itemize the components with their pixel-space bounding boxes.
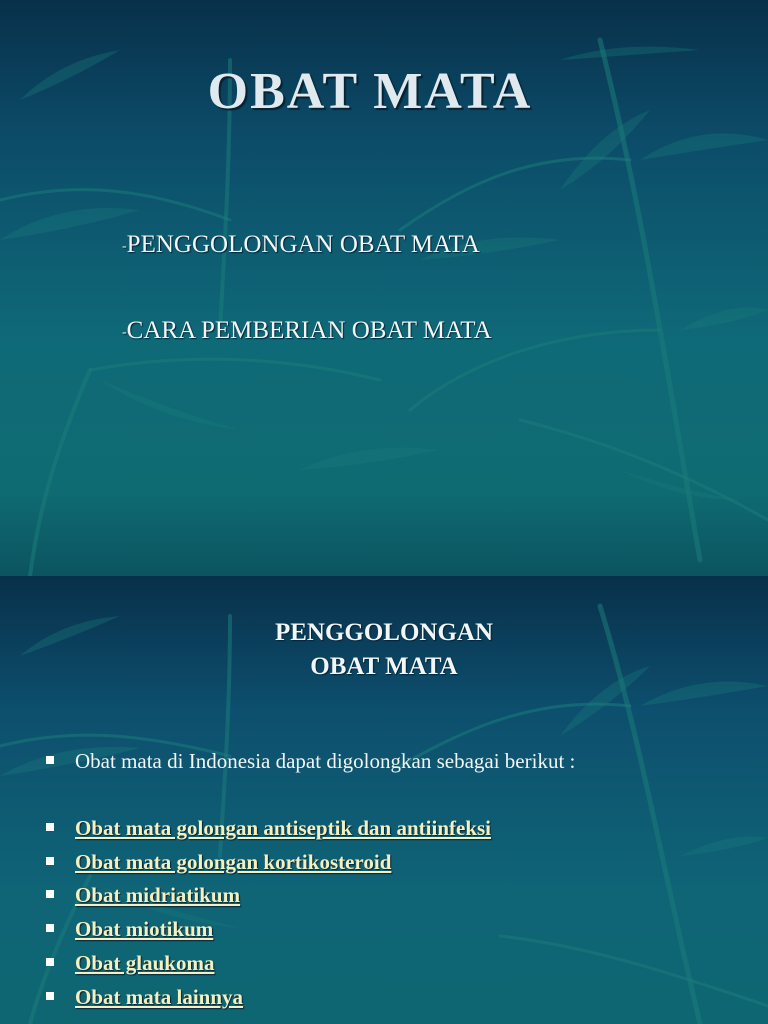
- heading-line-2: OBAT MATA: [310, 653, 458, 680]
- slide-title: OBAT MATA: [207, 63, 533, 120]
- square-bullet-icon: [46, 890, 54, 898]
- square-bullet-icon: [46, 823, 54, 831]
- heading-line-1: PENGGOLONGAN: [274, 619, 494, 646]
- slide-heading: [0, 616, 768, 684]
- square-bullet-icon: [46, 958, 54, 966]
- dash-marker: -: [122, 239, 127, 254]
- square-bullet-icon: [46, 756, 54, 764]
- link-obat-mata-lainnya[interactable]: Obat mata lainnya: [75, 985, 244, 1009]
- topic-item-label: CARA PEMBERIAN OBAT MATA: [126, 317, 492, 344]
- list-item: [46, 983, 243, 1011]
- list-item: [46, 949, 214, 977]
- link-midriatikum[interactable]: Obat midriatikum: [75, 883, 241, 907]
- topic-item-label: PENGGOLONGAN OBAT MATA: [126, 231, 480, 258]
- link-glaukoma[interactable]: Obat glaukoma: [75, 951, 215, 975]
- link-miotikum[interactable]: Obat miotikum: [75, 917, 214, 941]
- dash-marker: -: [122, 325, 127, 340]
- intro-bullet: [46, 747, 575, 775]
- list-item: [46, 915, 213, 943]
- square-bullet-icon: [46, 857, 54, 865]
- link-antiseptik-antiinfeksi[interactable]: Obat mata golongan antiseptik dan antiinfeksi: [75, 816, 492, 840]
- topic-item-cara-pemberian: [122, 317, 492, 345]
- list-item: [46, 848, 391, 876]
- square-bullet-icon: [46, 924, 54, 932]
- list-item: [46, 814, 491, 842]
- link-kortikosteroid[interactable]: Obat mata golongan kortikosteroid: [75, 850, 392, 874]
- topic-item-penggolongan: [122, 231, 480, 259]
- square-bullet-icon: [46, 992, 54, 1000]
- intro-text: Obat mata di Indonesia dapat digolongkan sebagai berikut :: [75, 749, 576, 773]
- slide-2: [0, 576, 768, 1024]
- list-item: [46, 881, 240, 909]
